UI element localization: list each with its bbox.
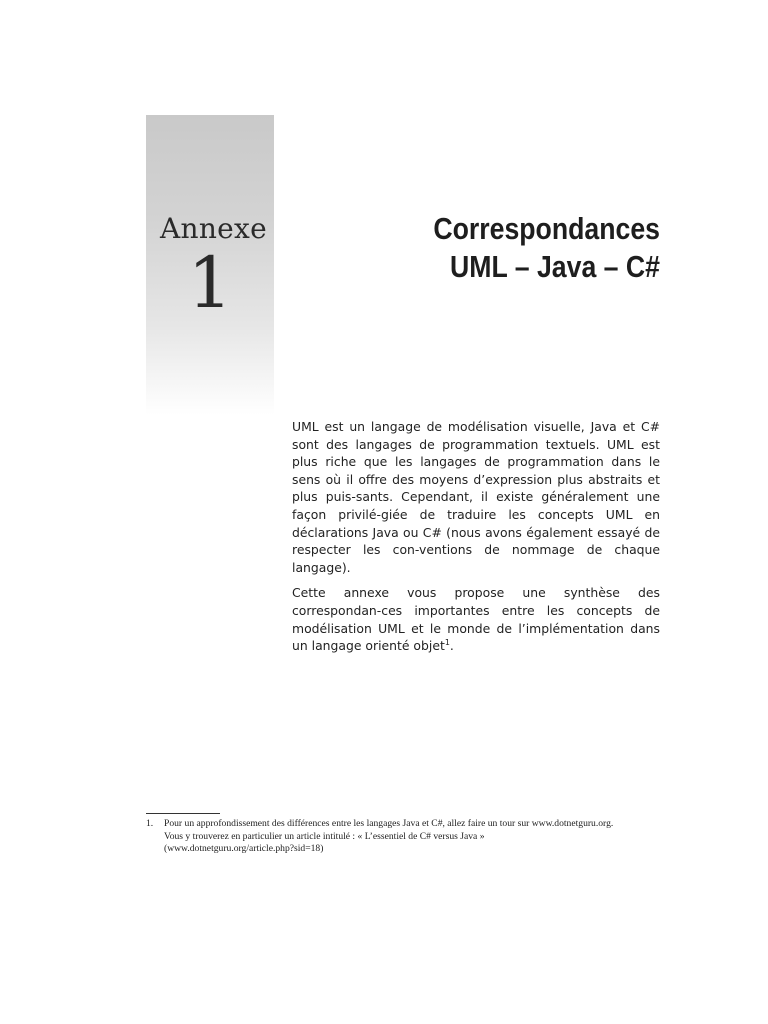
body-paragraph-2-end: . [449,638,454,654]
annexe-number: 1 [187,242,233,324]
footnote [146,818,666,856]
body-paragraph-2-text: Cette annexe vous propose une synthèse des correspondan-ces importantes entre les concepts de modélisation UML et le monde de l’implémentation dans un langage orienté objet [292,585,660,654]
footnote-reference[interactable]: 1 [444,638,450,647]
body-paragraph-2 [292,584,660,654]
footnote-first-line [146,818,666,831]
body-paragraph-1: UML est un langage de modélisation visuelle, Java et C# sont des langages de programmation textuels. UML est plus riche que les langages de programmation dans le sens où il offre des moyens d’expression plus abstraits et plus puis-sants. Cependant, il existe généralement une façon privilé-giée de traduire les concepts UML en déclarations Java ou C# (nous avons également essayé de respecter les con-ventions de nommage de chaque langage). [292,419,660,575]
annexe-label: Annexe [159,212,268,245]
footnote-number: 1. [146,818,154,829]
footnote-line-1: Pour un approfondissement des différences entre les langages Java et C#, allez faire un tour sur www.dotnetguru.org. [164,818,614,829]
chapter-title-line-2: UML – Java – C# [450,249,660,284]
body-text [292,418,660,663]
footnote-rule [146,813,220,814]
chapter-title-line-1: Correspondances [433,211,660,246]
chapter-title [368,210,660,286]
footnote-line-2: Vous y trouverez en particulier un article intitulé : « L’essentiel de C# versus Java » [164,830,485,842]
footnote-line-3: (www.dotnetguru.org/article.php?sid=18) [164,843,324,855]
